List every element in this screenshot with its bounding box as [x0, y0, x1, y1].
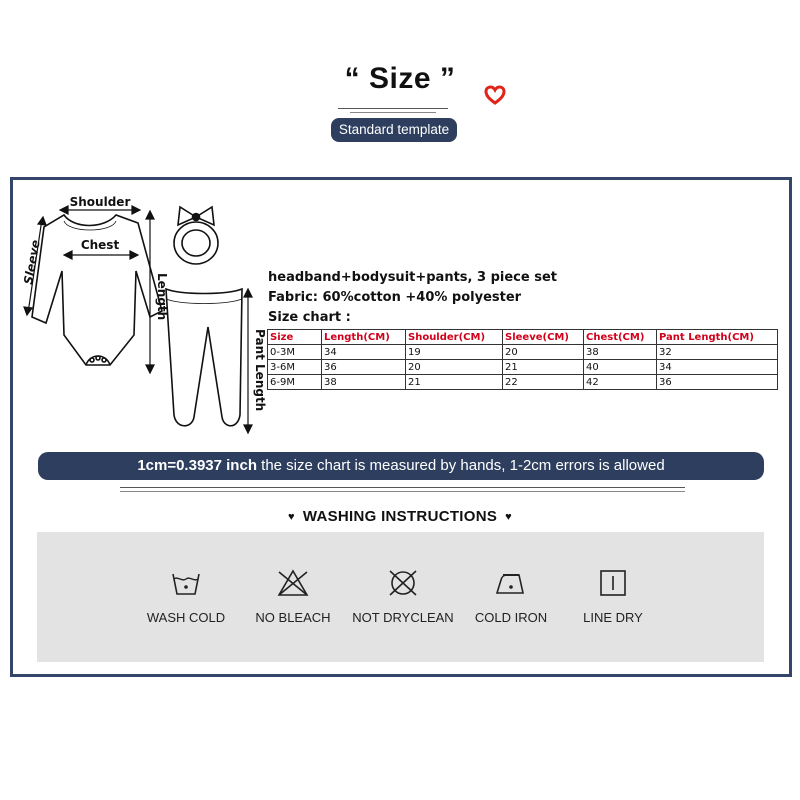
table-cell: 0-3M	[268, 345, 322, 360]
table-row	[268, 375, 778, 390]
table-cell: 22	[503, 375, 584, 390]
wash-label: NOT DRYCLEAN	[352, 610, 454, 625]
heart-icon	[484, 84, 506, 106]
chest-label: Chest	[80, 238, 120, 252]
table-header-cell: Chest(CM)	[584, 330, 657, 345]
not-dryclean-item	[343, 568, 463, 625]
table-header-cell: Shoulder(CM)	[406, 330, 503, 345]
washing-title	[0, 508, 800, 525]
size-table-header-row	[268, 330, 778, 345]
wash-label: WASH COLD	[146, 610, 226, 625]
washing-panel	[37, 532, 764, 662]
no-bleach-icon	[275, 568, 311, 598]
sleeve-label: Sleeve	[21, 238, 43, 286]
chest-arrow-icon	[64, 251, 138, 259]
pants-outline-icon	[166, 289, 242, 426]
table-cell: 34	[657, 360, 778, 375]
table-cell: 6-9M	[268, 375, 322, 390]
length-label: Length	[155, 273, 169, 321]
title-underline	[338, 108, 448, 109]
line-dry-icon	[597, 568, 629, 598]
table-cell: 21	[406, 375, 503, 390]
divider-secondary	[120, 491, 685, 492]
table-cell: 36	[322, 360, 406, 375]
table-cell: 38	[322, 375, 406, 390]
not-dryclean-icon	[385, 568, 421, 598]
table-cell: 21	[503, 360, 584, 375]
wash-label: COLD IRON	[474, 610, 548, 625]
shoulder-label: Shoulder	[69, 195, 131, 209]
divider	[120, 487, 685, 488]
washing-title-text: WASHING INSTRUCTIONS	[302, 508, 498, 525]
measurement-disclaimer: the size chart is measured by hands, 1-2cm errors is allowed	[256, 457, 665, 474]
table-cell: 20	[406, 360, 503, 375]
length-arrow-icon	[146, 211, 154, 373]
measurement-note	[38, 452, 764, 480]
heart-icon: ♥	[505, 511, 513, 523]
product-info	[268, 268, 557, 328]
wash-label: LINE DRY	[583, 610, 643, 625]
wash-label: NO BLEACH	[255, 610, 331, 625]
table-header-cell: Size	[268, 330, 322, 345]
table-cell: 36	[657, 375, 778, 390]
wash-cold-icon	[170, 568, 202, 598]
size-table	[267, 329, 778, 390]
set-description: headband+bodysuit+pants, 3 piece set	[268, 270, 557, 285]
no-bleach-item	[233, 568, 353, 625]
pant-length-arrow-icon	[244, 289, 252, 433]
table-row	[268, 360, 778, 375]
table-row	[268, 345, 778, 360]
table-header-cell: Sleeve(CM)	[503, 330, 584, 345]
pant-length-label: Pant Length	[253, 329, 267, 412]
table-cell: 42	[584, 375, 657, 390]
wash-cold-item	[126, 568, 246, 625]
garment-illustration	[12, 195, 270, 440]
inch-conversion: 1cm=0.3937 inch	[137, 457, 257, 474]
table-cell: 19	[406, 345, 503, 360]
table-cell: 38	[584, 345, 657, 360]
table-cell: 32	[657, 345, 778, 360]
table-cell: 20	[503, 345, 584, 360]
table-header-cell: Pant Length(CM)	[657, 330, 778, 345]
table-header-cell: Length(CM)	[322, 330, 406, 345]
table-cell: 34	[322, 345, 406, 360]
table-cell: 3-6M	[268, 360, 322, 375]
title-underline-secondary	[350, 112, 436, 113]
cold-iron-icon	[493, 568, 529, 598]
heart-icon: ♥	[287, 511, 295, 523]
page-title: “ Size ”	[344, 62, 456, 95]
table-cell: 40	[584, 360, 657, 375]
standard-template-badge: Standard template	[331, 118, 457, 142]
line-dry-item	[553, 568, 673, 625]
headband-icon	[174, 207, 218, 264]
fabric-composition: Fabric: 60%cotton +40% polyester	[268, 290, 522, 305]
size-chart-label: Size chart :	[268, 310, 351, 325]
